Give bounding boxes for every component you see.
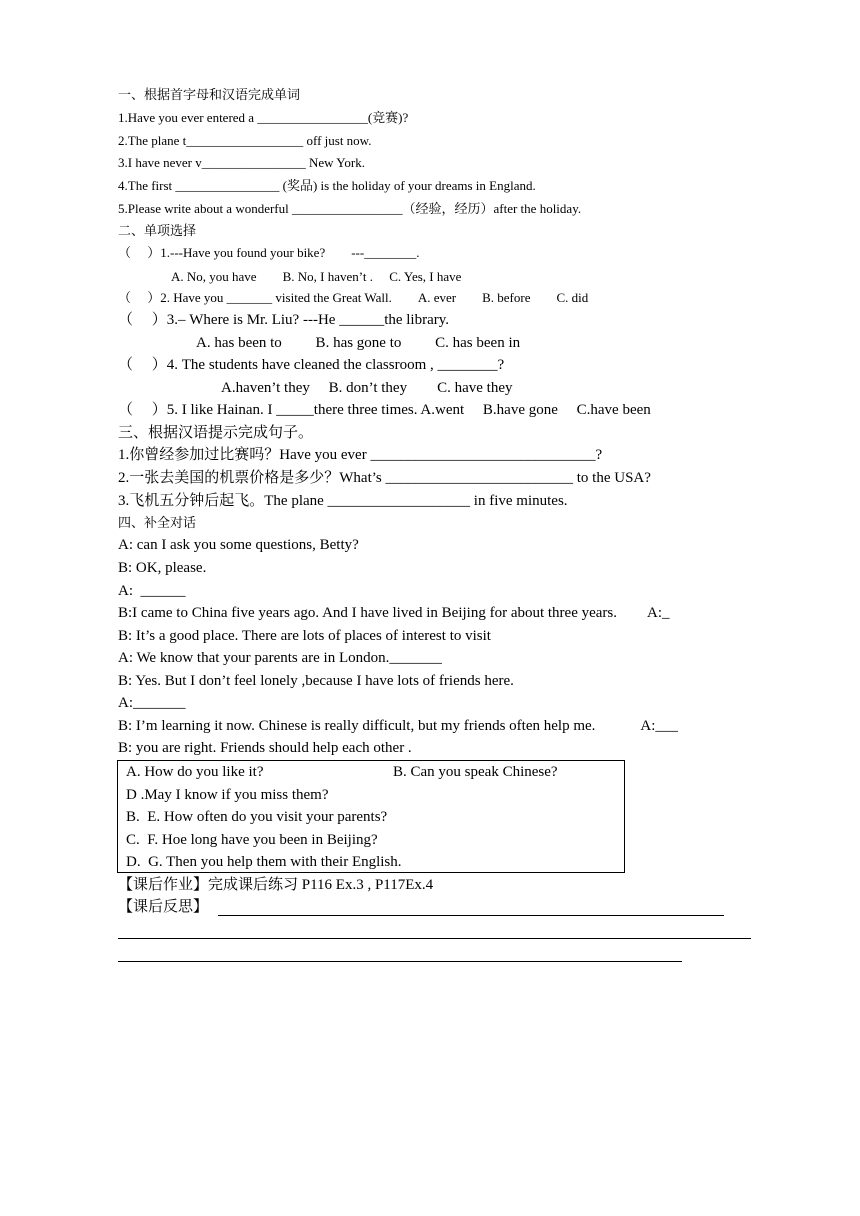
option-e: B. E. How often do you visit your parents? [126,809,388,825]
option-d: D .May I know if you miss them? [126,787,329,803]
question-3: （ ）3.– Where is Mr. Liu? ---He ______the library. [118,312,450,328]
section2-heading: 二、单项选择 [118,223,197,238]
reflection-line-3 [118,961,682,962]
reflection-line-2 [118,938,751,939]
question-1-options: A. No, you have B. No, I haven’t . C. Yes, I have [171,269,462,284]
section1-item-3: 3.I have never v________________ New York. [118,155,365,170]
dialogue-line-9: B: I’m learning it now. Chinese is really difficult, but my friends often help me. A:___ [118,718,678,734]
section1-item-5: 5.Please write about a wonderful _________________（经验，经历）after the holiday. [118,201,582,216]
section3-item-1: 1.你曾经参加过比赛吗？Have you ever ______________________________? [118,447,603,463]
dialogue-line-4: B:I came to China five years ago. And I have lived in Beijing for about three years. A:_ [118,605,670,621]
section1-item-1: 1.Have you ever entered a _________________(竞赛)? [118,110,409,125]
dialogue-line-10: B: you are right. Friends should help each other . [118,740,412,756]
question-4-options: A.haven’t they B. don’t they C. have they [221,380,513,396]
dialogue-line-1: A: can I ask you some questions, Betty? [118,537,359,553]
option-b: B. Can you speak Chinese? [393,764,558,780]
question-5: （ ）5. I like Hainan. I _____there three times. A.went B.have gone C.have been [118,402,651,418]
reflection-line-1 [218,915,724,916]
section1-heading: 一、根据首字母和汉语完成单词 [118,87,301,102]
dialogue-line-5: B: It’s a good place. There are lots of places of interest to visit [118,628,491,644]
section1-item-4: 4.The first ________________ (奖品) is the holiday of your dreams in England. [118,178,536,193]
homework: 【课后作业】完成课后练习 P116 Ex.3 , P117Ex.4 [118,877,434,893]
dialogue-line-8: A:_______ [118,695,186,711]
dialogue-line-2: B: OK, please. [118,560,207,576]
question-1: （ ）1.---Have you found your bike? ---________. [118,245,420,260]
section1-item-2: 2.The plane t__________________ off just now. [118,133,372,148]
section3-item-3: 3.飞机五分钟后起飞。The plane ___________________ in five minutes. [118,493,568,509]
reflection-label: 【课后反思】 [118,899,209,915]
question-3-options: A. has been to B. has gone to C. has been in [196,335,521,351]
dialogue-line-3: A: ______ [118,583,186,599]
option-a: A. How do you like it? [126,764,264,780]
question-2: （ ）2. Have you _______ visited the Great Wall. A. ever B. before C. did [118,290,589,305]
section3-item-2: 2.一张去美国的机票价格是多少？What’s _________________________ to the USA? [118,470,651,486]
section3-heading: 三、根据汉语提示完成句子。 [118,425,314,441]
option-f: C. F. Hoe long have you been in Beijing? [126,832,378,848]
option-g: D. G. Then you help them with their English. [126,854,402,870]
dialogue-line-7: B: Yes. But I don’t feel lonely ,because I have lots of friends here. [118,673,514,689]
section4-heading: 四、补全对话 [118,515,197,530]
question-4: （ ）4. The students have cleaned the classroom , ________? [118,357,505,373]
dialogue-line-6: A: We know that your parents are in London._______ [118,650,442,666]
